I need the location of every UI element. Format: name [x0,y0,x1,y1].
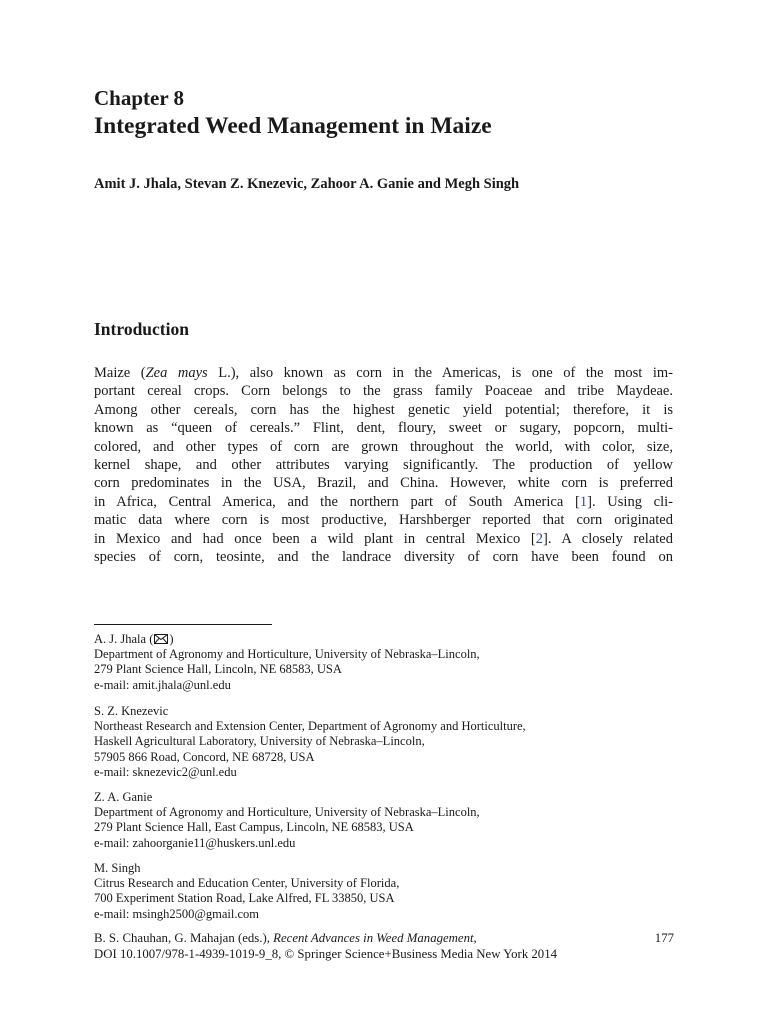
affiliation-line: Department of Agronomy and Horticulture, University of Nebraska–Lincoln, [94,647,480,662]
citation-link-1[interactable]: 1 [579,493,588,510]
author-list: Amit J. Jhala, Stevan Z. Knezevic, Zahoor A. Ganie and Megh Singh [94,176,520,192]
paragraph-line: Among other cereals, corn has the highest genetic yield potential; therefore, it is [94,401,673,418]
paragraph-line: portant cereal crops. Corn belongs to the grass family Poaceae and tribe Maydeae. [94,383,673,400]
citation-link-2[interactable]: 2 [535,530,544,547]
affiliation-line: Department of Agronomy and Horticulture, University of Nebraska–Lincoln, [94,805,480,820]
affiliation-singh [94,861,694,922]
paragraph-line: kernel shape, and other attributes varying significantly. The production of yellow [94,456,673,473]
chapter-number: Chapter 8 [94,86,185,110]
affiliation-line: Haskell Agricultural Laboratory, University of Nebraska–Lincoln, [94,734,425,749]
paragraph-line: species of corn, teosinte, and the landrace diversity of corn have been found on [94,548,673,565]
affiliation-name: Z. A. Ganie [94,790,153,804]
paragraph-line: known as “queen of cereals.” Flint, dent, floury, sweet or sugary, popcorn, multi- [94,420,673,437]
page-number: 177 [654,931,674,945]
footer-citation: B. S. Chauhan, G. Mahajan (eds.), Recent Advances in Weed Management, 177 [94,931,674,945]
affiliation-knezevic [94,704,694,780]
author-email[interactable]: e-mail: amit.jhala@unl.edu [94,677,231,692]
footnote-divider [94,624,272,625]
affiliation-line: 279 Plant Science Hall, Lincoln, NE 68583, USA [94,662,342,677]
affiliation-line: Northeast Research and Extension Center, Department of Agronomy and Horticulture, [94,719,526,734]
doi-line[interactable]: DOI 10.1007/978-1-4939-1019-9_8, © Springer Science+Business Media New York 2014 [94,946,558,961]
affiliation-line: 57905 866 Road, Concord, NE 68728, USA [94,749,315,764]
book-title: Recent Advances in Weed Management, [273,931,477,945]
affiliation-name: A. J. Jhala ( ) [94,632,174,646]
affiliation-line: Citrus Research and Education Center, University of Florida, [94,876,400,891]
paragraph-line: corn predominates in the USA, Brazil, and China. However, white corn is preferred [94,475,673,492]
chapter-title: Integrated Weed Management in Maize [94,113,492,139]
affiliation-line: 700 Experiment Station Road, Lake Alfred, FL 33850, USA [94,891,395,906]
paragraph-line: in Africa, Central America, and the northern part of South America [1]. Using cli- [94,493,674,510]
body-paragraph [94,364,673,566]
section-heading: Introduction [94,319,189,339]
paragraph-line: in Mexico and had once been a wild plant in central Mexico [2]. A closely related [94,530,673,547]
author-email[interactable]: e-mail: sknezevic2@unl.edu [94,764,237,779]
paragraph-line: matic data where corn is most productive, Harshberger reported that corn originated [94,512,673,529]
affiliation-name: S. Z. Knezevic [94,704,169,718]
paragraph-line: colored, and other types of corn are grown throughout the world, with color, size, [94,438,673,455]
author-email[interactable]: e-mail: zahoorganie11@huskers.unl.edu [94,835,296,850]
species-name: Zea mays [145,365,208,381]
envelope-icon[interactable] [154,634,168,644]
author-email[interactable]: e-mail: msingh2500@gmail.com [94,906,259,921]
affiliation-jhala [94,632,694,693]
page-footer [94,931,674,962]
affiliation-line: 279 Plant Science Hall, East Campus, Lincoln, NE 68583, USA [94,820,414,835]
affiliation-ganie [94,790,694,851]
affiliation-name: M. Singh [94,861,141,875]
paragraph-line: Maize (Zea mays L.), also known as corn in the Americas, is one of the most im- [94,365,673,381]
